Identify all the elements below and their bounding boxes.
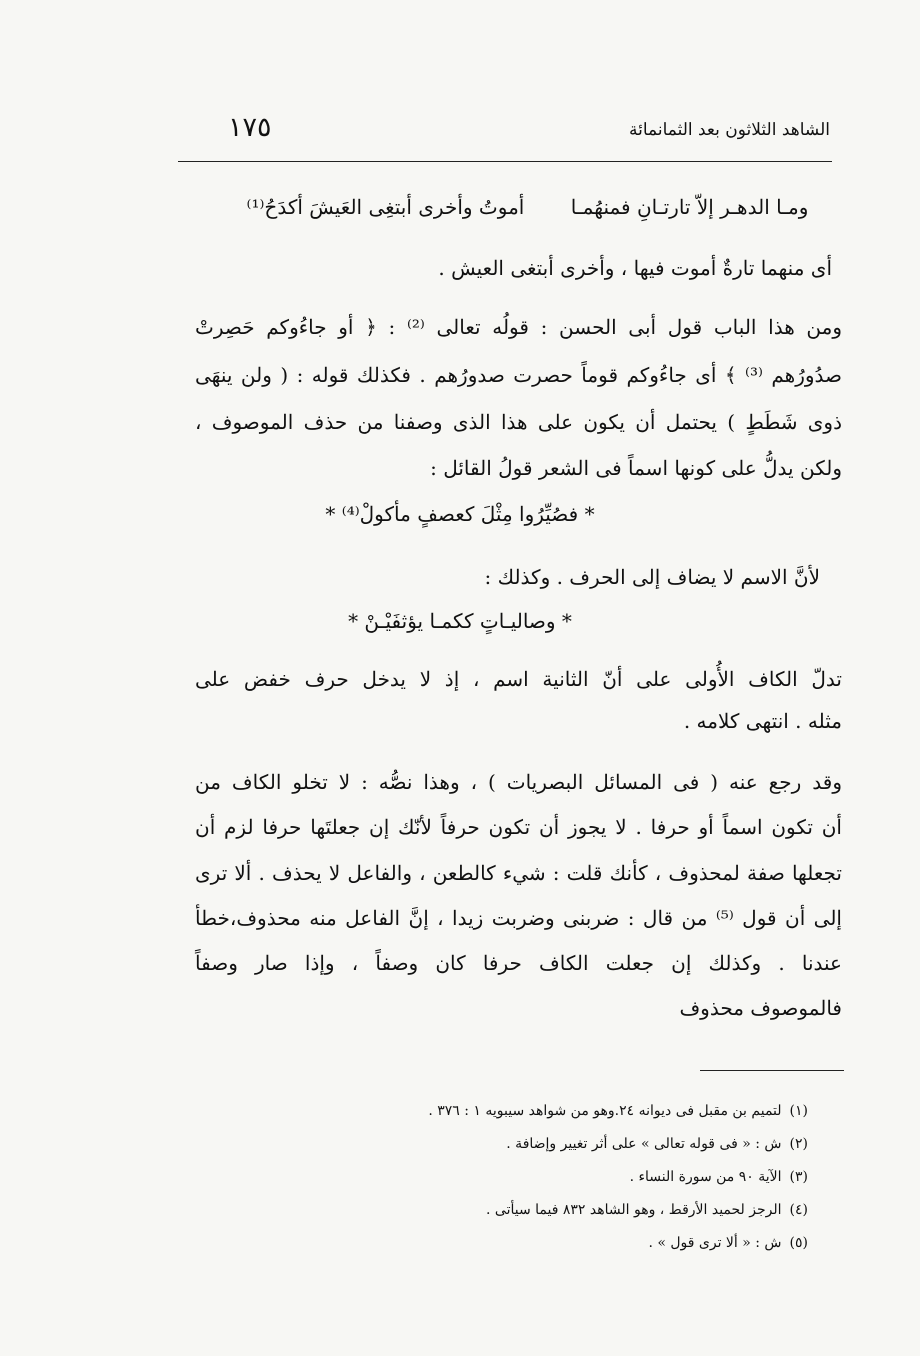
footnote-number: (٥) [789,1235,808,1251]
footnote [180,1100,808,1122]
body-line: عندنا . وكذلك إن جعلت الكاف حرفا كان وصفاً ، وإذا صار وصفاً [195,951,842,975]
verse-hemistich-1: ومـا الدهـر إلاّ تارتـانِ فمنهُمـا [570,195,809,219]
body-line: ذوى شَطَطٍ ) يحتمل أن يكون على هذا الذى وصفنا من حذف الموصوف ، [195,410,842,434]
footnote-text: الرجز لحميد الأرقط ، وهو الشاهد ٨٣٢ فيما سيأتى . [486,1202,782,1218]
footnote-text: الآية ٩٠ من سورة النساء . [629,1169,782,1185]
body-line: صدُورُهم ⁽³⁾ ﴾ أى جاءُوكم قوماً حصرت صدورُهم . فكذلك قوله : ( ولن ينهَى [195,363,842,387]
verse-hemistich-2: أموتُ وأخرى أبتغِى العَيشَ أكدَحُ⁽¹⁾ [246,195,525,219]
body-line: تدلّ الكاف الأُولى على أنّ الثانية اسم ، إذ لا يدخل حرف خفض على [195,667,842,691]
footnote [180,1232,808,1254]
quoted-verse: * وصاليـاتٍ ككمـا يؤثفَيْـنْ * [348,609,572,633]
footnote-text: ش : « ألا ترى قول » . [648,1235,782,1251]
footnote-text: ش : « فى قوله تعالى » على أثر تغيير وإضافة . [506,1136,782,1152]
body-line: ولكن يدلُّ على كونها اسماً فى الشعر قولُ القائل : [430,456,842,480]
body-line: لأنَّ الاسم لا يضاف إلى الحرف . وكذلك : [484,565,820,589]
footnote-number: (٢) [789,1136,808,1152]
footnote [180,1199,808,1221]
body-line: ومن هذا الباب قول أبى الحسن : قولُه تعالى ⁽²⁾ : ﴿ أو جاءُوكم حَصِرتْ [195,315,842,339]
page-number: ١٧٥ [228,112,272,143]
header-divider [178,161,832,162]
verse-line-1 [195,192,860,222]
body-line: فالموصوف محذوف [679,996,842,1020]
body-line: تجعلها صفة لمحذوف ، كأنك قلت : شيء كالطعن ، والفاعل لا يحذف . ألا ترى [195,861,842,885]
body-line: أن تكون اسماً أو حرفا . لا يجوز أن تكون حرفاً لأنّك إن جعلتَها حرفا لزم أن [195,815,842,839]
running-header-title: الشاهد الثلاثون بعد الثمانمائة [628,120,830,140]
footnote [180,1133,808,1155]
body-line: إلى أن قول ⁽⁵⁾ من قال : ضربنى وضربت زيدا ، إنَّ الفاعل منه محذوف،خطأ [195,906,842,930]
footnote-divider [700,1070,844,1071]
body-line: أى منهما تارةٌ أموت فيها ، وأخرى أبتغى العيش . [438,256,832,280]
footnote-number: (٣) [789,1169,808,1185]
footnote-number: (٤) [789,1202,808,1218]
footnote-number: (١) [789,1103,808,1119]
quoted-verse: * فصُيِّرُوا مِثْلَ كعصفٍ مأكولْ⁽⁴⁾ * [325,502,595,526]
footnote [180,1166,808,1188]
body-line: مثله . انتهى كلامه . [683,709,842,733]
footnote-text: لتميم بن مقبل فى ديوانه ٢٤.وهو من شواهد سيبويه ١ : ٣٧٦ . [428,1103,782,1119]
body-line: وقد رجع عنه ( فى المسائل البصريات ) ، وهذا نصُّه : لا تخلو الكاف من [195,770,842,794]
